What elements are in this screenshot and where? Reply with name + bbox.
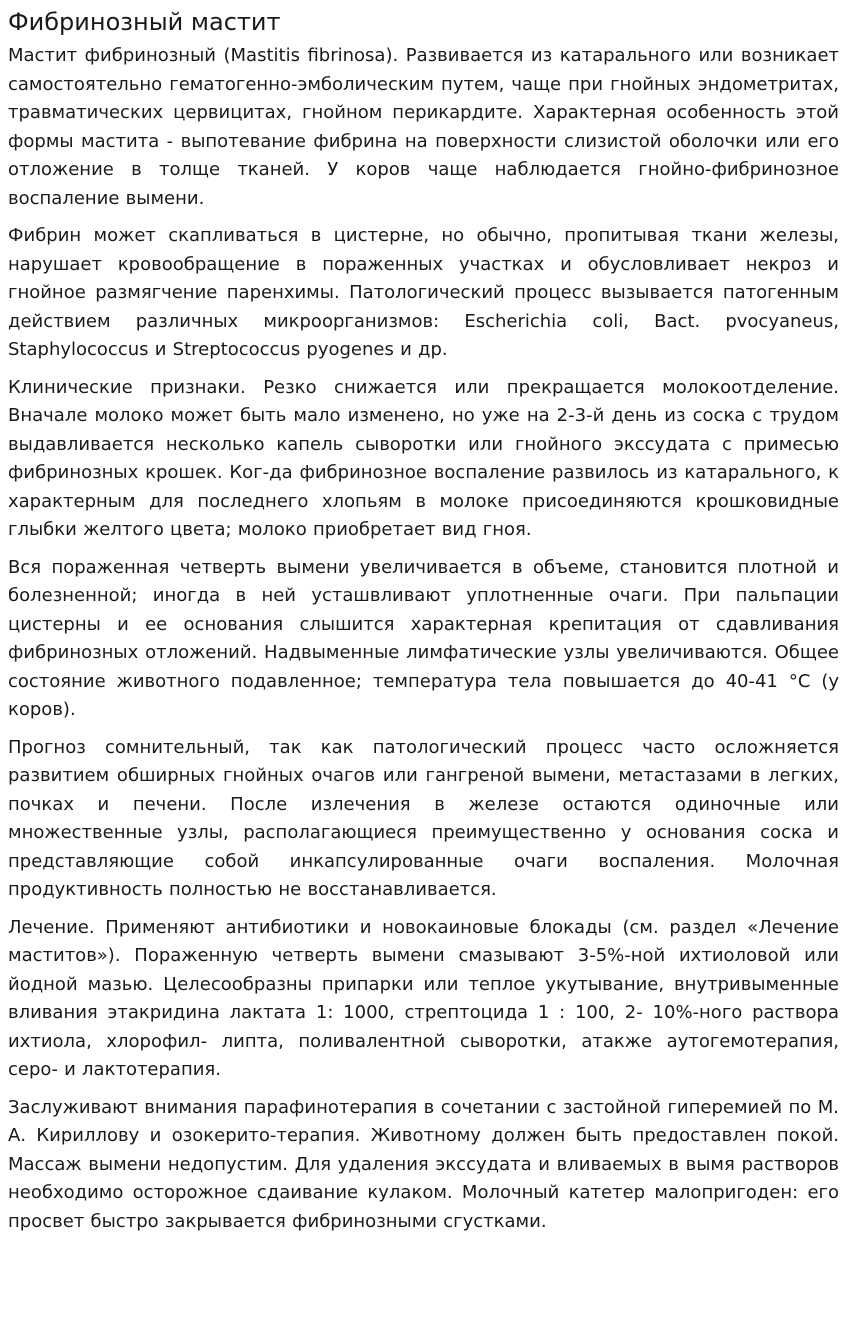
paragraph-udder-changes: Вся пораженная четверть вымени увеличивается в объеме, становится плотной и болезненной; иногда в ней усташвливают уплотненные очаги. При пальпации цистерны и ее основания слышится характерная крепитация от сдавливания фибринозных отложений. Надвыменные лимфатические узлы увеличиваются. Общее состояние животного подавленное; температура тела повышается до 40-41 °С (у коров). bbox=[8, 556, 839, 720]
paragraph-prognosis: Прогноз сомнительный, так как патологический процесс часто осложняется развитием обширных гнойных очагов или гангреной вымени, метастазами в легких, почках и печени. После излечения в железе остаются одиночные или множественные узлы, располагающиеся преимущественно у основания соска и представляющие собой инкапсулированные очаги воспаления. Молочная продуктивность полностью не восстанавливается. bbox=[8, 736, 839, 900]
page-title: Фибринозный мастит bbox=[8, 8, 281, 36]
paragraph-intro: Мастит фибринозный (Mastitis fibrinosa). Развивается из катарального или возникает самостоятельно гематогенно-эмболическим путем, чаще при гнойных эндометритах, травматических цервицитах, гнойном перикардите. Характерная особенность этой формы мастита - выпотевание фибрина на поверхности слизистой оболочки или его отложение в толще тканей. У коров чаще наблюдается гнойно-фибринозное воспаление вымени. bbox=[8, 45, 839, 209]
paragraph-treatment: Лечение. Применяют антибиотики и новокаиновые блокады (см. раздел «Лечение маститов»). Пораженную четверть вымени смазывают 3-5%-ной ихтиоловой или йодной мазью. Целесообразны припарки или теплое укутывание, внутривыменные вливания этакридина лактата 1: 1000, стрептоцида 1 : 100, 2- 10%-ного раствора ихтиола, хлорофил- липта, поливалентной сыворотки, атакже аутогемотерапия, серо- и лактотерапия. bbox=[8, 916, 839, 1080]
paragraph-additional-therapy: Заслуживают внимания парафинотерапия в сочетании с застойной гиперемией по М. А. Кириллову и озокерито-терапия. Животному должен быть предоставлен покой. Массаж вымени недопустим. Для удаления экссудата и вливаемых в вымя растворов необходимо осторожное сдаивание кулаком. Молочный катетер малопригоден: его просвет быстро закрывается фибринозными сгустками. bbox=[8, 1096, 839, 1232]
paragraph-clinical-signs: Клинические признаки. Резко снижается или прекращается молокоотделение. Вначале молоко может быть мало изменено, но уже на 2-3-й день из соска с трудом выдавливается несколько капель сыворотки или гнойного экссудата с примесью фибринозных крошек. Ког-да фибринозное воспаление развилось из катарального, к характерным для последнего хлопьям в молоке присоединяются крошковидные глыбки желтого цвета; молоко приобретает вид гноя. bbox=[8, 376, 839, 540]
paragraph-pathogenesis: Фибрин может скапливаться в цистерне, но обычно, пропитывая ткани железы, нарушает кровообращение в пораженных участках и обусловливает некроз и гнойное размягчение паренхимы. Патологический процесс вызывается патогенным действием различных микроорганизмов: Escherichia coli, Bact. pvocyaneus, Staphylococcus и Streptococcus pyogenes и др. bbox=[8, 225, 839, 360]
